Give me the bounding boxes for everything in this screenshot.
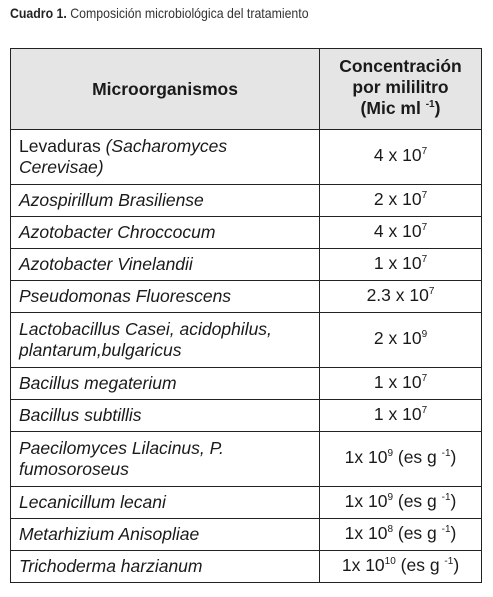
- organism-name: Lecanicillum lecani: [19, 492, 166, 512]
- caption-label: Cuadro 1.: [10, 5, 67, 21]
- concentration-cell: [320, 185, 482, 217]
- concentration-base: 1 x 10: [373, 371, 422, 392]
- organism-name: Trichoderma harzianum: [19, 556, 203, 576]
- concentration-exponent: 9: [421, 329, 428, 340]
- concentration-base: 4 x 10: [373, 145, 422, 165]
- concentration-cell: [320, 281, 482, 313]
- concentration-cell: [320, 551, 482, 583]
- header-unit-text: (Mic ml: [360, 98, 426, 118]
- concentration-cell: [320, 368, 482, 400]
- concentration-exponent: 7: [421, 146, 428, 157]
- organism-name: Paecilomyces Lilacinus, P. fumosoroseus: [19, 438, 224, 479]
- concentration-unit: (es g: [395, 554, 445, 575]
- header-concentration-line-3: [320, 98, 481, 122]
- concentration-unit-close: ): [450, 447, 457, 467]
- table-row: [11, 551, 482, 583]
- concentration-exponent: 7: [421, 372, 428, 384]
- organism-cell: [11, 130, 320, 185]
- concentration-cell: [320, 249, 482, 281]
- concentration-base: 1x 10: [341, 554, 385, 575]
- organism-cell: [11, 519, 320, 551]
- concentration-unit-close: ): [450, 490, 457, 511]
- header-concentration: [320, 49, 482, 130]
- organism-name: Pseudomonas Fluorescens: [19, 286, 232, 306]
- header-row: [11, 49, 482, 130]
- organism-cell: [11, 313, 320, 368]
- concentration-base: 2 x 10: [373, 328, 422, 348]
- concentration-unit: (es g: [393, 490, 442, 511]
- concentration-cell: [320, 313, 482, 368]
- header-concentration-line-1: Concentración: [339, 56, 462, 76]
- concentration-cell: [320, 432, 482, 487]
- header-organisms: Microorganismos: [11, 49, 320, 130]
- table-row: [11, 249, 482, 281]
- organism-name-upright: Levaduras: [19, 136, 106, 156]
- microbial-composition-table: [10, 48, 482, 583]
- concentration-base: 2.3 x 10: [366, 284, 429, 305]
- concentration-exponent: 10: [384, 555, 396, 567]
- organism-name: Metarhizium Anisopliae: [19, 524, 200, 544]
- concentration-base: 1x 10: [344, 447, 388, 467]
- organism-cell: [11, 400, 320, 432]
- organism-name: Azotobacter Vinelandii: [19, 254, 193, 274]
- concentration-unit-exponent: -1: [441, 491, 451, 503]
- concentration-cell: [320, 130, 482, 185]
- concentration-base: 1x 10: [344, 490, 388, 511]
- table-caption: [10, 5, 309, 21]
- organism-cell: [11, 249, 320, 281]
- table-row: [11, 313, 482, 368]
- concentration-exponent: 9: [387, 491, 393, 503]
- concentration-unit-exponent: -1: [441, 448, 451, 459]
- table-row: [11, 487, 482, 519]
- concentration-base: 4 x 10: [373, 220, 422, 241]
- concentration-exponent: 8: [387, 523, 393, 535]
- concentration-base: 1x 10: [344, 522, 388, 543]
- organism-cell: [11, 551, 320, 583]
- organism-name: Azotobacter Chroccocum: [19, 222, 216, 242]
- caption-text: Composición microbiológica del tratamiento: [66, 5, 309, 21]
- concentration-exponent: 9: [387, 448, 393, 459]
- concentration-base: 1 x 10: [373, 403, 422, 424]
- organism-cell: [11, 368, 320, 400]
- concentration-unit-exponent: -1: [444, 555, 454, 567]
- concentration-exponent: 7: [421, 404, 428, 416]
- concentration-unit-close: ): [453, 554, 460, 575]
- concentration-unit-exponent: -1: [441, 523, 451, 535]
- organism-name: Bacillus megaterium: [19, 373, 177, 393]
- organism-cell: [11, 487, 320, 519]
- organism-cell: [11, 217, 320, 249]
- organism-name: Azospirillum Brasiliense: [19, 190, 204, 210]
- table-row: [11, 281, 482, 313]
- concentration-unit: (es g: [393, 522, 442, 543]
- concentration-exponent: 7: [421, 221, 428, 233]
- table-row: [11, 130, 482, 185]
- table-row: [11, 185, 482, 217]
- organism-cell: [11, 185, 320, 217]
- organism-name: Lactobacillus Casei, acidophilus, plantarum,bulgaricus: [19, 319, 272, 360]
- organism-cell: [11, 432, 320, 487]
- table-row: [11, 519, 482, 551]
- table-row: [11, 432, 482, 487]
- concentration-unit: (es g: [393, 447, 442, 467]
- organism-name: (Sacharomyces Cerevisae): [19, 136, 228, 177]
- concentration-cell: [320, 519, 482, 551]
- concentration-base: 2 x 10: [373, 188, 422, 209]
- table-row: [11, 400, 482, 432]
- header-unit-close: ): [434, 98, 441, 118]
- concentration-base: 1 x 10: [373, 252, 422, 273]
- concentration-exponent: 7: [421, 189, 428, 201]
- table-row: [11, 217, 482, 249]
- concentration-cell: [320, 487, 482, 519]
- concentration-cell: [320, 400, 482, 432]
- concentration-cell: [320, 217, 482, 249]
- concentration-unit-close: ): [450, 522, 457, 543]
- table-row: [11, 368, 482, 400]
- header-concentration-line-2: por mililitro: [352, 77, 449, 97]
- concentration-exponent: 7: [421, 253, 428, 265]
- organism-name: Bacillus subtillis: [19, 405, 142, 425]
- concentration-exponent: 7: [428, 285, 435, 297]
- header-unit-exponent: -1: [425, 99, 435, 110]
- organism-cell: [11, 281, 320, 313]
